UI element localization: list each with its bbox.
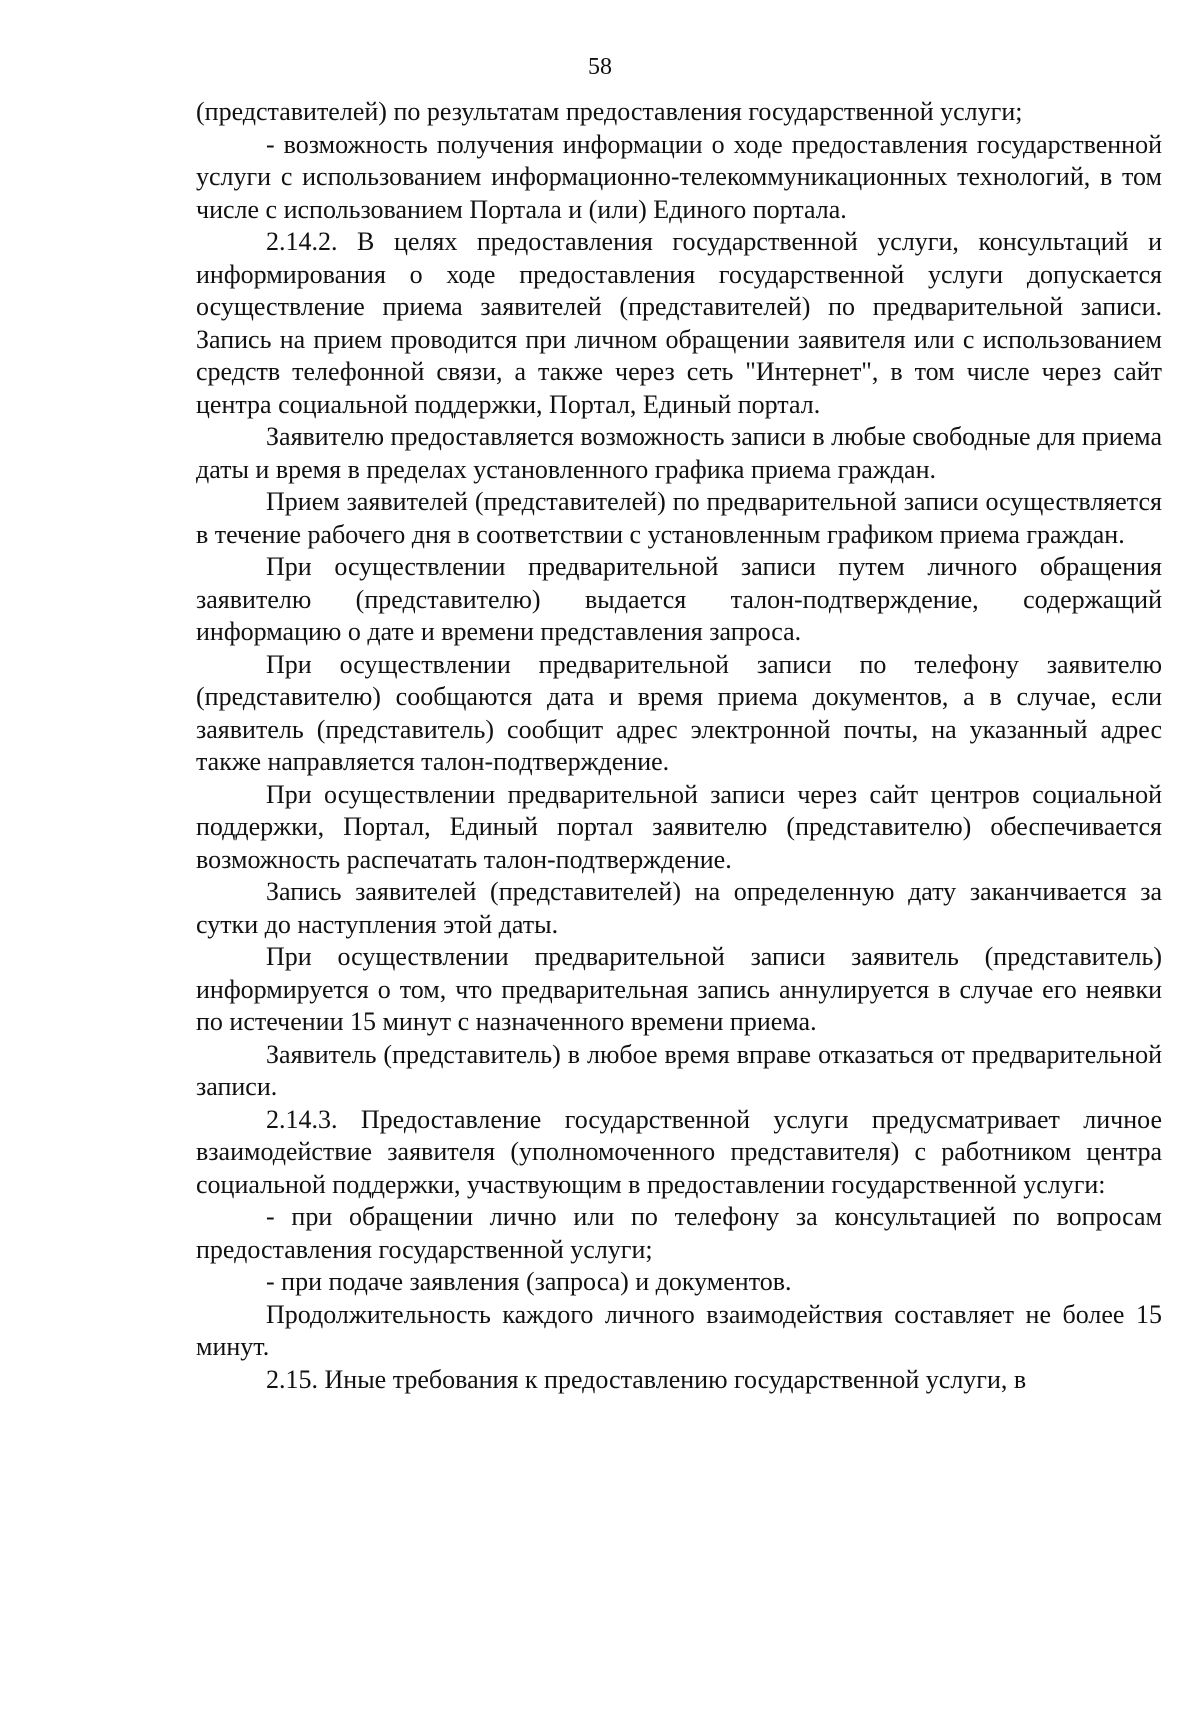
paragraph-list-item-consultation: - при обращении лично или по телефону за консультацией по вопросам предоставления государственной услуги; bbox=[196, 1202, 1162, 1264]
paragraph-continuation: (представителей) по результатам предоставления государственной услуги; bbox=[196, 97, 1023, 126]
paragraph-personal-booking: При осуществлении предварительной записи путем личного обращения заявителю (представителю) выдается талон-подтверждение, содержащий информацию о дате и времени представления запроса. bbox=[196, 552, 1162, 646]
paragraph-2-14-2: 2.14.2. В целях предоставления государственной услуги, консультаций и информирования о ходе предоставления государственной услуги допускается осуществление приема заявителей (представителей) по предварительной записи. Запись на прием проводится при личном обращении заявителя или с использованием средств телефонной связи, а также через сеть "Интернет", в том числе через сайт центра социальной поддержки, Портал, Единый портал. bbox=[196, 227, 1162, 419]
paragraph-booking-deadline: Запись заявителей (представителей) на определенную дату заканчивается за сутки до наступления этой даты. bbox=[196, 877, 1162, 939]
paragraph-booking-cancellation: При осуществлении предварительной записи заявитель (представитель) информируется о том, что предварительная запись аннулируется в случае его неявки по истечении 15 минут с назначенного времени приема. bbox=[196, 942, 1162, 1036]
paragraph-interaction-duration: Продолжительность каждого личного взаимодействия составляет не более 15 минут. bbox=[196, 1299, 1162, 1361]
page-number: 58 bbox=[588, 54, 612, 80]
paragraph-2-14-3: 2.14.3. Предоставление государственной услуги предусматривает личное взаимодействие заявителя (уполномоченного представителя) с работником центра социальной поддержки, участвующим в предоставлении государственной услуги: bbox=[196, 1104, 1162, 1199]
paragraph-phone-booking: При осуществлении предварительной записи по телефону заявителю (представителю) сообщаются дата и время приема документов, а в случае, если заявитель (представитель) сообщит адрес электронной почты, на указанный адрес также направляется талон-подтверждение. bbox=[196, 649, 1162, 776]
paragraph-2-15: 2.15. Иные требования к предоставлению государственной услуги, в bbox=[266, 1364, 1027, 1394]
paragraph-online-booking: При осуществлении предварительной записи через сайт центров социальной поддержки, Портал, Единый портал заявителю (представителю) обеспечивается возможность распечатать талон-подтверждение. bbox=[196, 779, 1162, 874]
paragraph-list-item-application: - при подаче заявления (запроса) и документов. bbox=[266, 1267, 792, 1296]
document-body bbox=[196, 96, 1162, 1396]
paragraph-refusal-right: Заявитель (представитель) в любое время вправе отказаться от предварительной записи. bbox=[196, 1039, 1162, 1101]
paragraph-reception-schedule: Прием заявителей (представителей) по предварительной записи осуществляется в течение рабочего дня в соответствии с установленным графиком приема граждан. bbox=[196, 487, 1162, 549]
paragraph-appointment-times: Заявителю предоставляется возможность записи в любые свободные для приема даты и время в пределах установленного графика приема граждан. bbox=[196, 422, 1162, 484]
paragraph-list-item-info: - возможность получения информации о ходе предоставления государственной услуги с использованием информационно-телекоммуникационных технологий, в том числе с использованием Портала и (или) Единого портала. bbox=[196, 129, 1162, 224]
